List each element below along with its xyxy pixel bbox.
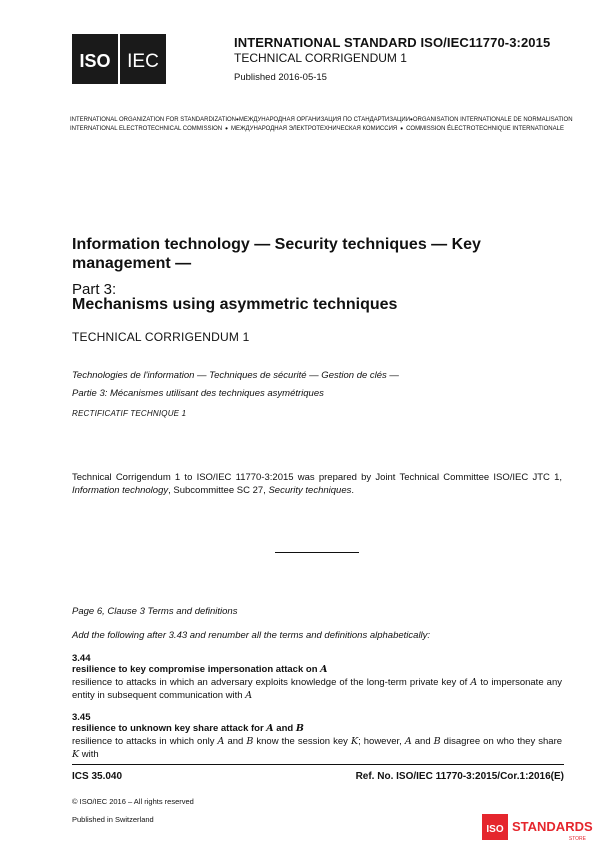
def-variable: A: [217, 736, 225, 747]
term-text: resilience to unknown key share attack for: [72, 723, 267, 734]
published-in: Published in Switzerland: [72, 815, 154, 824]
reference-number: Ref. No. ISO/IEC 11770-3:2015/Cor.1:2016(E): [355, 771, 564, 782]
french-title: Technologies de l'information — Techniques de sécurité — Gestion de clés —: [72, 370, 399, 381]
iec-logo-text: IEC: [127, 51, 159, 72]
copyright: © ISO/IEC 2016 – All rights reserved: [72, 797, 194, 806]
technical-corrigendum-heading: TECHNICAL CORRIGENDUM 1: [72, 330, 250, 344]
iso-standards-store-stamp: [482, 812, 598, 842]
org-name: COMMISSION ÉLECTROTECHNIQUE INTERNATIONALE: [406, 126, 564, 132]
def-text: with: [79, 748, 99, 760]
def-text: resilience to attacks in which an adversary exploits knowledge of the long-term private key of: [72, 677, 471, 688]
corrigendum-label: TECHNICAL CORRIGENDUM 1: [234, 51, 407, 65]
iso-logo-text: ISO: [79, 51, 111, 71]
french-part-title: Partie 3: Mécanismes utilisant des techniques asymétriques: [72, 388, 324, 399]
def-text: disagree on who they share: [440, 736, 563, 747]
org-name: INTERNATIONAL ELECTROTECHNICAL COMMISSION: [70, 126, 223, 132]
org-name: ORGANISATION INTERNATIONALE DE NORMALISATION: [412, 117, 573, 123]
org-name: МЕЖДУНАРОДНАЯ ЭЛЕКТРОТЕХНИЧЕСКАЯ КОМИССИЯ: [230, 126, 398, 132]
def-variable: K: [72, 748, 80, 760]
def-text: resilience to attacks in which only: [72, 736, 218, 747]
term-definition: [72, 736, 562, 761]
def-variable: A: [470, 677, 478, 688]
footer-rule: [72, 764, 564, 765]
org-name: INTERNATIONAL ORGANIZATION FOR STANDARDIZATION: [70, 117, 237, 123]
term-number: 3.45: [72, 712, 91, 723]
def-text: and: [411, 736, 434, 747]
bullet: •: [236, 115, 239, 124]
published-date: Published 2016-05-15: [234, 72, 327, 83]
section-divider: [275, 552, 359, 553]
prep-subcommittee: Security techniques: [268, 485, 352, 496]
term-definition: [72, 677, 562, 702]
def-variable: B: [246, 736, 254, 747]
bullet: •: [400, 124, 404, 133]
prep-committee: Information technology: [72, 485, 169, 496]
document-title: Information technology — Security techniques — Key management —: [72, 236, 481, 272]
term-variable: A: [320, 664, 328, 675]
stamp-text: STANDARDS: [512, 819, 593, 834]
part-title: Mechanisms using asymmetric techniques: [72, 296, 398, 313]
ics-code: ICS 35.040: [72, 771, 123, 782]
term-heading: [72, 664, 328, 675]
instruction: Add the following after 3.43 and renumber all the terms and definitions alphabetically:: [72, 630, 431, 641]
stamp-iso-text: ISO: [486, 824, 504, 835]
iso-iec-logo: [72, 34, 166, 84]
def-variable: B: [433, 736, 441, 747]
term-variable: B: [295, 723, 304, 734]
def-text: know the session key: [253, 736, 351, 747]
prep-end: .: [351, 485, 355, 496]
preparation-statement: [72, 471, 562, 497]
def-text: to impersonate any entity in subsequent communication with: [72, 677, 562, 701]
organizations-line-2: [70, 126, 564, 132]
prep-mid: , Subcommittee SC 27,: [168, 485, 269, 496]
clause-reference: Page 6, Clause 3 Terms and definitions: [72, 606, 238, 617]
part-label: Part 3:: [72, 281, 117, 298]
term-text: and: [273, 723, 296, 734]
french-corrigendum: RECTIFICATIF TECHNIQUE 1: [72, 409, 187, 418]
def-variable: K: [350, 736, 359, 747]
org-name: МЕЖДУНАРОДНАЯ ОРГАНИЗАЦИЯ ПО СТАНДАРТИЗАЦИИ: [238, 117, 411, 123]
def-text: ; however,: [358, 736, 405, 747]
term-number: 3.44: [72, 653, 91, 664]
stamp-sub: STORE: [568, 836, 586, 842]
prep-lead: Technical Corrigendum 1 to ISO/IEC 11770-3:2015 was prepared by Joint Technical Committee ISO/IEC JTC 1,: [72, 472, 562, 483]
bullet: •: [410, 115, 413, 124]
def-variable: A: [245, 689, 253, 701]
term-heading: [72, 723, 304, 734]
standard-title: INTERNATIONAL STANDARD ISO/IEC11770-3:2015: [234, 35, 551, 50]
def-variable: A: [404, 736, 412, 747]
term-variable: A: [266, 723, 274, 734]
bullet: •: [225, 124, 228, 133]
organizations-line-1: [70, 115, 573, 124]
def-text: and: [224, 736, 247, 747]
term-text: resilience to key compromise impersonation attack on: [72, 664, 321, 675]
